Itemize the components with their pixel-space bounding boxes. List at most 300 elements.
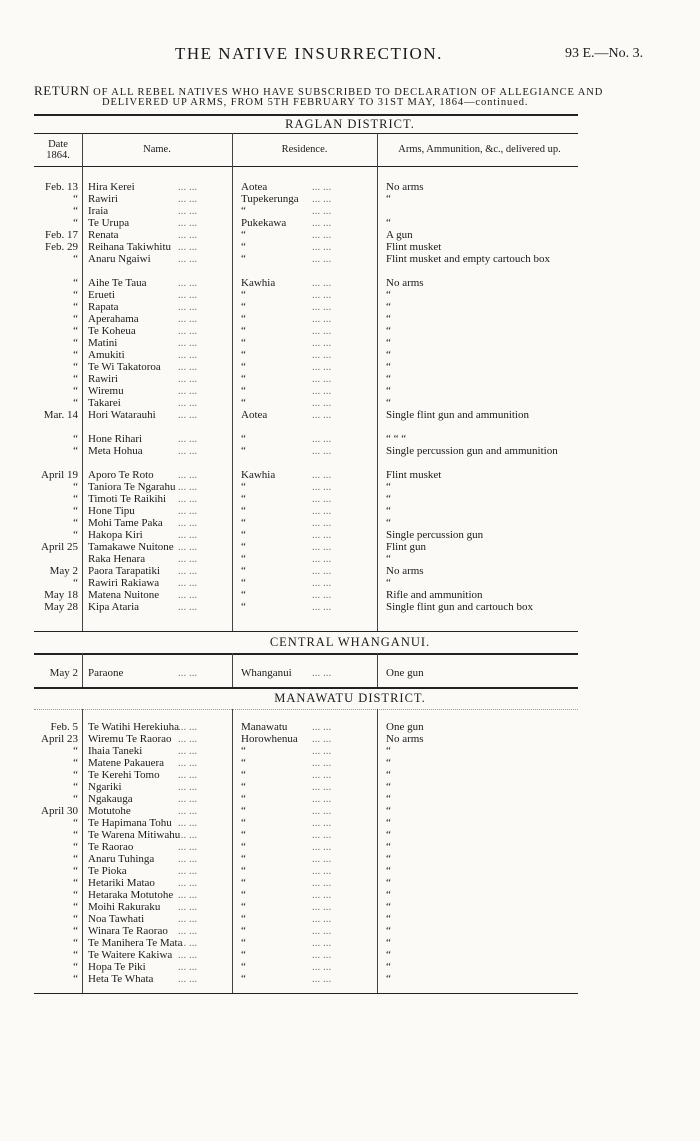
col-header-residence: Residence. xyxy=(281,144,328,155)
row-arms: “ xyxy=(386,577,391,589)
leader-dots: ... ... xyxy=(312,817,332,829)
row-residence: “ xyxy=(241,769,246,781)
row-name: Te Pioka xyxy=(88,865,127,877)
leader-dots: ... ... xyxy=(312,481,332,493)
central-col-rule-0 xyxy=(82,653,83,687)
row-date: “ xyxy=(73,793,78,805)
leader-dots: ... ... xyxy=(178,289,198,301)
leader-dots: ... ... xyxy=(178,667,198,679)
leader-dots: ... ... xyxy=(312,493,332,505)
row-arms: “ “ “ xyxy=(386,433,407,445)
row-date: Feb. 29 xyxy=(45,241,78,253)
table-row xyxy=(0,601,700,613)
row-date: “ xyxy=(73,349,78,361)
row-name: Paraone xyxy=(88,667,124,679)
row-residence: “ xyxy=(241,301,246,313)
leader-dots: ... ... xyxy=(178,565,198,577)
table-row xyxy=(0,217,700,229)
leader-dots: ... ... xyxy=(178,181,198,193)
row-date: May 28 xyxy=(44,601,78,613)
table-row xyxy=(0,793,700,805)
row-name: Ihaia Taneki xyxy=(88,745,143,757)
row-residence: “ xyxy=(241,865,246,877)
row-date: “ xyxy=(73,397,78,409)
table-row xyxy=(0,865,700,877)
table-row xyxy=(0,901,700,913)
row-date: “ xyxy=(73,505,78,517)
row-name: Tamakawe Nuitone xyxy=(88,541,174,553)
row-arms: “ xyxy=(386,829,391,841)
row-date: “ xyxy=(73,889,78,901)
row-name: Timoti Te Raikihi xyxy=(88,493,167,505)
row-arms: Single percussion gun and ammunition xyxy=(386,445,558,457)
row-date: April 25 xyxy=(41,541,78,553)
row-date: “ xyxy=(73,913,78,925)
row-date: “ xyxy=(73,193,78,205)
leader-dots: ... ... xyxy=(312,901,332,913)
return-text-1: OF ALL REBEL NATIVES WHO HAVE SUBSCRIBED TO DECLARATION OF ALLEGIANCE AND xyxy=(93,87,604,98)
leader-dots: ... ... xyxy=(178,841,198,853)
leader-dots: ... ... xyxy=(312,325,332,337)
row-name: Anaru Ngaiwi xyxy=(88,253,151,265)
leader-dots: ... ... xyxy=(312,949,332,961)
row-name: Hori Watarauhi xyxy=(88,409,156,421)
row-date: Feb. 13 xyxy=(45,181,78,193)
leader-dots: ... ... xyxy=(312,241,332,253)
row-residence: Pukekawa xyxy=(241,217,287,229)
table-row xyxy=(0,841,700,853)
table-row xyxy=(0,973,700,985)
table-row xyxy=(0,913,700,925)
row-residence: Manawatu xyxy=(241,721,288,733)
section-title: CENTRAL WHANGANUI. xyxy=(269,635,431,649)
table-row xyxy=(0,337,700,349)
row-residence: “ xyxy=(241,493,246,505)
row-residence: “ xyxy=(241,841,246,853)
row-name: Taniora Te Ngarahu xyxy=(88,481,176,493)
row-residence: “ xyxy=(241,337,246,349)
table-row xyxy=(0,889,700,901)
leader-dots: ... ... xyxy=(178,853,198,865)
row-arms: “ xyxy=(386,937,391,949)
row-arms: “ xyxy=(386,301,391,313)
row-date: “ xyxy=(73,817,78,829)
leader-dots: ... ... xyxy=(178,937,198,949)
row-arms: “ xyxy=(386,385,391,397)
row-name: Te Warena Mitiwahu xyxy=(88,829,181,841)
table-row xyxy=(0,409,700,421)
row-name: Te Urupa xyxy=(88,217,130,229)
leader-dots: ... ... xyxy=(178,781,198,793)
row-name: Mohi Tame Paka xyxy=(88,517,163,529)
leader-dots: ... ... xyxy=(312,541,332,553)
leader-dots: ... ... xyxy=(312,229,332,241)
row-name: Meta Hohua xyxy=(88,445,143,457)
table-row xyxy=(0,301,700,313)
row-name: Aporo Te Roto xyxy=(88,469,154,481)
row-date: “ xyxy=(73,949,78,961)
row-arms: “ xyxy=(386,757,391,769)
row-date: “ xyxy=(73,781,78,793)
row-residence: “ xyxy=(241,229,246,241)
leader-dots: ... ... xyxy=(312,193,332,205)
leader-dots: ... ... xyxy=(178,517,198,529)
row-residence: “ xyxy=(241,973,246,985)
row-residence: “ xyxy=(241,241,246,253)
row-date: “ xyxy=(73,757,78,769)
table-row xyxy=(0,577,700,589)
row-arms: No arms xyxy=(386,733,424,745)
leader-dots: ... ... xyxy=(312,349,332,361)
row-date: “ xyxy=(73,385,78,397)
leader-dots: ... ... xyxy=(178,409,198,421)
leader-dots: ... ... xyxy=(312,217,332,229)
row-arms: “ xyxy=(386,313,391,325)
leader-dots: ... ... xyxy=(312,667,332,679)
row-name: Matini xyxy=(88,337,118,349)
row-residence: “ xyxy=(241,877,246,889)
row-residence: “ xyxy=(241,949,246,961)
col-header-arms: Arms, Ammunition, &c., delivered up. xyxy=(398,144,561,155)
row-residence: “ xyxy=(241,793,246,805)
leader-dots: ... ... xyxy=(178,745,198,757)
row-residence: “ xyxy=(241,529,246,541)
row-date: “ xyxy=(73,325,78,337)
table-row xyxy=(0,733,700,745)
return-word: RETURN xyxy=(34,83,90,98)
row-arms: “ xyxy=(386,337,391,349)
row-date: May 2 xyxy=(49,667,78,679)
raglan-col-rule-1 xyxy=(232,133,233,631)
row-name: Te Raorao xyxy=(88,841,134,853)
row-arms: “ xyxy=(386,949,391,961)
page-reference: 93 E.—No. 3. xyxy=(565,46,644,61)
row-name: Anaru Tuhinga xyxy=(88,853,155,865)
leader-dots: ... ... xyxy=(312,853,332,865)
row-name: Renata xyxy=(88,229,119,241)
row-arms: “ xyxy=(386,553,391,565)
row-name: Rapata xyxy=(88,301,119,313)
table-row xyxy=(0,853,700,865)
table-row xyxy=(0,925,700,937)
leader-dots: ... ... xyxy=(178,505,198,517)
row-date: “ xyxy=(73,973,78,985)
table-row xyxy=(0,541,700,553)
row-date: “ xyxy=(73,577,78,589)
row-name: Hone Tipu xyxy=(88,505,135,517)
row-name: Wiremu Te Raorao xyxy=(88,733,172,745)
row-arms: No arms xyxy=(386,181,424,193)
section-title: MANAWATU DISTRICT. xyxy=(274,691,426,705)
row-name: Rawiri xyxy=(88,193,118,205)
return-heading-line-2: DELIVERED UP ARMS, FROM 5TH FEBRUARY TO 31ST MAY, 1864—continued. xyxy=(102,97,529,108)
leader-dots: ... ... xyxy=(178,229,198,241)
leader-dots: ... ... xyxy=(312,289,332,301)
row-arms: “ xyxy=(386,841,391,853)
leader-dots: ... ... xyxy=(312,517,332,529)
row-name: Hira Kerei xyxy=(88,181,135,193)
row-arms: Flint gun xyxy=(386,541,427,553)
leader-dots: ... ... xyxy=(178,385,198,397)
row-name: Kipa Ataria xyxy=(88,601,140,613)
table-row xyxy=(0,949,700,961)
row-arms: “ xyxy=(386,769,391,781)
table-row xyxy=(0,877,700,889)
row-arms: “ xyxy=(386,889,391,901)
row-name: Te Wi Takatoroa xyxy=(88,361,161,373)
leader-dots: ... ... xyxy=(312,277,332,289)
row-arms: Single percussion gun xyxy=(386,529,484,541)
row-residence: “ xyxy=(241,577,246,589)
row-residence: “ xyxy=(241,373,246,385)
leader-dots: ... ... xyxy=(178,925,198,937)
leader-dots: ... ... xyxy=(312,805,332,817)
leader-dots: ... ... xyxy=(178,193,198,205)
table-row xyxy=(0,829,700,841)
row-date: “ xyxy=(73,205,78,217)
central-top-rule xyxy=(34,653,578,655)
leader-dots: ... ... xyxy=(178,361,198,373)
row-residence: “ xyxy=(241,925,246,937)
header-top-rule xyxy=(34,133,578,134)
row-arms: Rifle and ammunition xyxy=(386,589,483,601)
table-row xyxy=(0,253,700,265)
leader-dots: ... ... xyxy=(178,901,198,913)
row-arms: One gun xyxy=(386,667,424,679)
leader-dots: ... ... xyxy=(312,433,332,445)
raglan-col-rule-0 xyxy=(82,133,83,631)
leader-dots: ... ... xyxy=(178,349,198,361)
row-date: “ xyxy=(73,937,78,949)
leader-dots: ... ... xyxy=(178,217,198,229)
table-row xyxy=(0,397,700,409)
row-residence: “ xyxy=(241,505,246,517)
row-date: “ xyxy=(73,745,78,757)
row-name: Matena Nuitone xyxy=(88,589,160,601)
row-residence: “ xyxy=(241,385,246,397)
table-row xyxy=(0,313,700,325)
row-date: “ xyxy=(73,337,78,349)
row-date: “ xyxy=(73,901,78,913)
row-name: Raka Henara xyxy=(88,553,146,565)
leader-dots: ... ... xyxy=(312,889,332,901)
manawatu-col-rule-1 xyxy=(232,709,233,993)
row-residence: “ xyxy=(241,397,246,409)
row-residence: “ xyxy=(241,805,246,817)
row-residence: “ xyxy=(241,913,246,925)
row-arms: “ xyxy=(386,517,391,529)
table-row xyxy=(0,373,700,385)
leader-dots: ... ... xyxy=(312,181,332,193)
leader-dots: ... ... xyxy=(178,817,198,829)
row-name: Te Kerehi Tomo xyxy=(88,769,160,781)
leader-dots: ... ... xyxy=(312,529,332,541)
row-date: May 18 xyxy=(44,589,78,601)
row-arms: “ xyxy=(386,877,391,889)
row-arms: “ xyxy=(386,505,391,517)
row-arms: Flint musket and empty cartouch box xyxy=(386,253,551,265)
row-residence: “ xyxy=(241,745,246,757)
row-residence: “ xyxy=(241,361,246,373)
leader-dots: ... ... xyxy=(312,565,332,577)
row-name: Hetariki Matao xyxy=(88,877,155,889)
leader-dots: ... ... xyxy=(312,757,332,769)
row-date: “ xyxy=(73,433,78,445)
row-name: Rawiri xyxy=(88,373,118,385)
row-residence: “ xyxy=(241,601,246,613)
row-date: “ xyxy=(73,289,78,301)
table-row xyxy=(0,277,700,289)
row-residence: Kawhia xyxy=(241,469,276,481)
row-arms: “ xyxy=(386,745,391,757)
leader-dots: ... ... xyxy=(312,793,332,805)
row-arms: One gun xyxy=(386,721,424,733)
row-name: Moihi Rakuraku xyxy=(88,901,161,913)
row-name: Te Hapimana Tohu xyxy=(88,817,172,829)
leader-dots: ... ... xyxy=(178,577,198,589)
leader-dots: ... ... xyxy=(312,205,332,217)
row-date: “ xyxy=(73,445,78,457)
leader-dots: ... ... xyxy=(312,409,332,421)
row-residence: Aotea xyxy=(241,181,268,193)
manawatu-col-rule-0 xyxy=(82,709,83,993)
row-arms: “ xyxy=(386,397,391,409)
row-date: May 2 xyxy=(49,565,78,577)
table-row xyxy=(0,493,700,505)
leader-dots: ... ... xyxy=(312,769,332,781)
row-arms: “ xyxy=(386,325,391,337)
row-residence: “ xyxy=(241,481,246,493)
leader-dots: ... ... xyxy=(178,553,198,565)
leader-dots: ... ... xyxy=(178,325,198,337)
row-name: Ngakauga xyxy=(88,793,133,805)
table-row xyxy=(0,553,700,565)
row-arms: “ xyxy=(386,481,391,493)
leader-dots: ... ... xyxy=(312,253,332,265)
leader-dots: ... ... xyxy=(312,589,332,601)
table-row xyxy=(0,769,700,781)
table-row xyxy=(0,481,700,493)
leader-dots: ... ... xyxy=(178,961,198,973)
row-residence: “ xyxy=(241,961,246,973)
row-name: Reihana Takiwhitu xyxy=(88,241,172,253)
top-rule xyxy=(34,114,578,116)
row-name: Rawiri Rakiawa xyxy=(88,577,160,589)
leader-dots: ... ... xyxy=(178,733,198,745)
table-row xyxy=(0,565,700,577)
row-date: “ xyxy=(73,277,78,289)
row-residence: Kawhia xyxy=(241,277,276,289)
row-date: “ xyxy=(73,253,78,265)
leader-dots: ... ... xyxy=(178,973,198,985)
leader-dots: ... ... xyxy=(178,433,198,445)
table-row xyxy=(0,505,700,517)
row-name: Matene Pakauera xyxy=(88,757,165,769)
row-residence: “ xyxy=(241,253,246,265)
row-date: “ xyxy=(73,853,78,865)
row-residence: Aotea xyxy=(241,409,268,421)
leader-dots: ... ... xyxy=(312,925,332,937)
row-arms: No arms xyxy=(386,565,424,577)
row-date: “ xyxy=(73,925,78,937)
leader-dots: ... ... xyxy=(178,313,198,325)
row-residence: “ xyxy=(241,313,246,325)
row-name: Heta Te Whata xyxy=(88,973,154,985)
row-residence: “ xyxy=(241,937,246,949)
row-name: Hopa Te Piki xyxy=(88,961,146,973)
row-residence: “ xyxy=(241,205,246,217)
row-date: “ xyxy=(73,361,78,373)
leader-dots: ... ... xyxy=(178,397,198,409)
table-row xyxy=(0,205,700,217)
row-arms: “ xyxy=(386,865,391,877)
row-name: Takarei xyxy=(88,397,121,409)
row-name: Aperahama xyxy=(88,313,139,325)
manawatu-col-rule-2 xyxy=(377,709,378,993)
table-row xyxy=(0,361,700,373)
leader-dots: ... ... xyxy=(312,865,332,877)
leader-dots: ... ... xyxy=(312,553,332,565)
table-row xyxy=(0,805,700,817)
row-arms: “ xyxy=(386,961,391,973)
leader-dots: ... ... xyxy=(312,913,332,925)
leader-dots: ... ... xyxy=(178,253,198,265)
row-residence: “ xyxy=(241,553,246,565)
leader-dots: ... ... xyxy=(312,973,332,985)
leader-dots: ... ... xyxy=(312,841,332,853)
leader-dots: ... ... xyxy=(312,445,332,457)
row-date: “ xyxy=(73,961,78,973)
leader-dots: ... ... xyxy=(178,829,198,841)
leader-dots: ... ... xyxy=(312,505,332,517)
table-row xyxy=(0,529,700,541)
row-name: Te Waitere Kakiwa xyxy=(88,949,173,961)
leader-dots: ... ... xyxy=(178,469,198,481)
row-name: Hakopa Kiri xyxy=(88,529,143,541)
row-arms: “ xyxy=(386,793,391,805)
table-row xyxy=(0,325,700,337)
table-row xyxy=(0,349,700,361)
row-arms: “ xyxy=(386,193,391,205)
row-residence: “ xyxy=(241,853,246,865)
leader-dots: ... ... xyxy=(178,949,198,961)
row-date: “ xyxy=(73,841,78,853)
leader-dots: ... ... xyxy=(178,541,198,553)
row-arms: “ xyxy=(386,289,391,301)
leader-dots: ... ... xyxy=(178,301,198,313)
leader-dots: ... ... xyxy=(178,865,198,877)
row-date: April 30 xyxy=(41,805,78,817)
leader-dots: ... ... xyxy=(178,589,198,601)
leader-dots: ... ... xyxy=(178,601,198,613)
row-arms: “ xyxy=(386,373,391,385)
row-residence: “ xyxy=(241,901,246,913)
row-date: April 23 xyxy=(41,733,78,745)
table-row xyxy=(0,445,700,457)
col-header-date: Date 1864. xyxy=(46,139,70,161)
leader-dots: ... ... xyxy=(178,793,198,805)
leader-dots: ... ... xyxy=(312,721,332,733)
row-name: Te Watihi Herekiuha xyxy=(88,721,179,733)
row-arms: “ xyxy=(386,913,391,925)
row-arms: “ xyxy=(386,361,391,373)
leader-dots: ... ... xyxy=(312,577,332,589)
table-row xyxy=(0,721,700,733)
row-name: Noa Tawhati xyxy=(88,913,145,925)
leader-dots: ... ... xyxy=(312,373,332,385)
leader-dots: ... ... xyxy=(178,493,198,505)
manawatu-top-rule xyxy=(34,709,578,710)
